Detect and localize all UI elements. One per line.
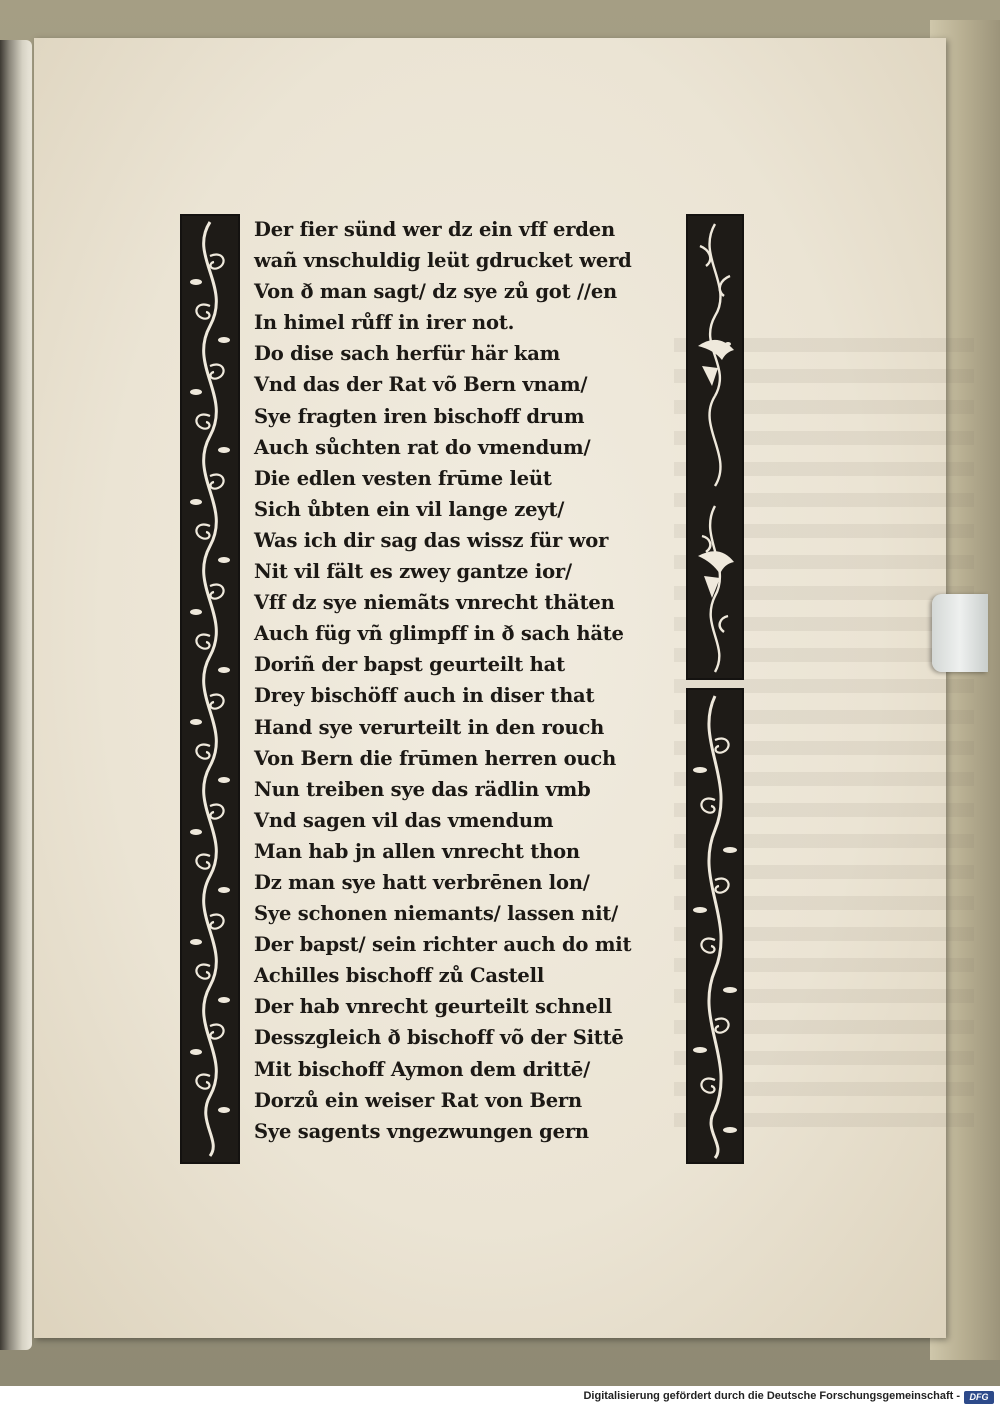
verse-line: In himel růff in irer not. — [254, 311, 515, 335]
vine-scroll-ornament-icon — [182, 216, 238, 1162]
verse-line: Do dise sach herfür här kam — [254, 342, 561, 366]
vine-scroll-ornament-icon — [688, 690, 742, 1162]
verse-line: Vnd das der Rat võ Bern vnam/ — [254, 373, 588, 397]
woodcut-frame — [180, 214, 744, 1166]
verse-line: Der hab vnrecht geurteilt schnell — [254, 995, 612, 1019]
verse-line: Sich ůbten ein vil lange zeyt/ — [254, 497, 565, 521]
dfg-logo: DFG — [964, 1391, 994, 1404]
verse-line: Auch sůchten rat do vmendum/ — [254, 435, 591, 459]
verse-line: Man hab jn allen vnrecht thon — [254, 839, 580, 863]
verse-line: Von ð man sagt/ dz sye zů got //en — [254, 280, 618, 304]
verse-block — [254, 214, 684, 1147]
verse-line: Der fier sünd wer dz ein vff erden — [254, 218, 615, 241]
bird-woodcut-ornament-icon — [688, 216, 742, 678]
verse-line: Die edlen vesten frūme leüt — [254, 466, 552, 490]
verse-line: Drey bischöff auch in diser that — [254, 684, 595, 708]
left-ornament-border — [180, 214, 240, 1164]
verse-line: Doriñ der bapst geurteilt hat — [254, 653, 565, 677]
verse-line: Sye schonen niemants/ lassen nit/ — [254, 902, 619, 926]
verse-line: Sye fragten iren bischoff drum — [254, 404, 585, 428]
verse-line: Was ich dir sag das wissz für wor — [254, 528, 609, 552]
verse-line: Hand sye verurteilt in den rouch — [254, 715, 605, 739]
verse-line: wañ vnschuldig leüt gdrucket werd — [254, 249, 632, 273]
verse-line: Dorzů ein weiser Rat von Bern — [254, 1088, 582, 1112]
verse-line: Der bapst/ sein richter auch do mit — [254, 933, 632, 957]
right-ornament-border-bottom — [686, 688, 744, 1164]
verse-line: Nun treiben sye das rädlin vmb — [254, 777, 591, 801]
verse-line: Dz man sye hatt verbrēnen lon/ — [254, 870, 590, 894]
verse-line: Mit bischoff Aymon dem drittē/ — [254, 1057, 591, 1081]
verse-line: Vff dz sye niemãts vnrecht thäten — [254, 591, 615, 615]
page-clip — [932, 594, 988, 672]
verse-line: Auch füg vñ glimpff in ð sach häte — [254, 622, 624, 646]
verse-line: Nit vil fält es zwey gantze ior/ — [254, 560, 572, 584]
verse-line: Sye sagents vngezwungen gern — [254, 1119, 589, 1143]
verse-line: Achilles bischoff zů Castell — [254, 964, 545, 988]
right-ornament-border-top — [686, 214, 744, 680]
verse-line: Desszgleich ð bischoff võ der Sittē — [254, 1026, 624, 1050]
funding-credit: Digitalisierung gefördert durch die Deutsche Forschungsgemeinschaft - — [583, 1390, 960, 1402]
verse-line: Von Bern die frūmen herren ouch — [254, 746, 617, 770]
facing-page-edge — [0, 40, 32, 1350]
verse-line: Vnd sagen vil das vmendum — [254, 808, 554, 832]
